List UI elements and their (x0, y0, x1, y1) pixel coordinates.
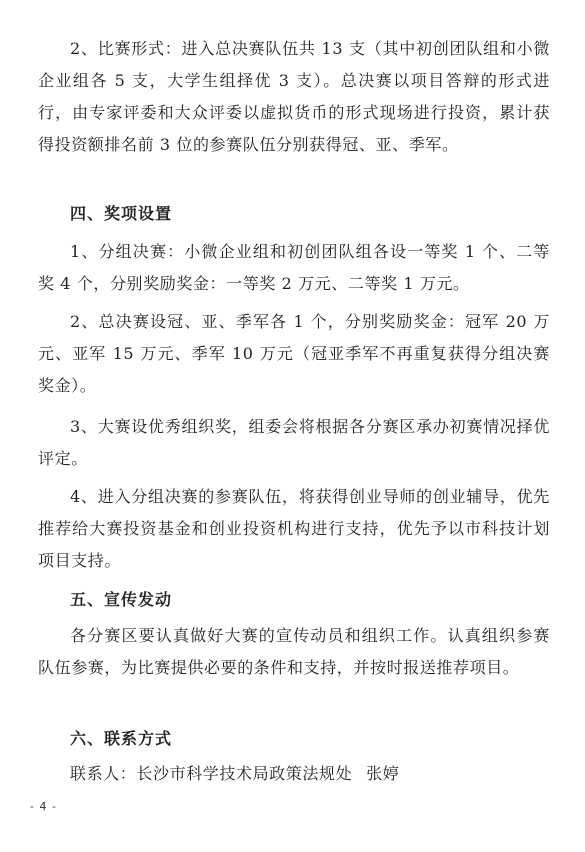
section-six-heading: 六、联系方式 (70, 729, 173, 748)
section-five-heading: 五、宣传发动 (70, 590, 173, 609)
section-four-heading: 四、奖项设置 (70, 204, 173, 223)
contact-label: 联系人：长沙市科学技术局政策法规处 (70, 764, 353, 783)
page-number: - 4 - (30, 800, 57, 813)
award-paragraph-1: 1、分组决赛：小微企业组和初创团队组各设一等奖 1 个、二等奖 4 个，分别奖励奖金：一等奖 2 万元、二等奖 1 万元。 (38, 242, 550, 293)
contact-line (70, 758, 399, 790)
publicity-paragraph: 各分赛区要认真做好大赛的宣传动员和组织工作。认真组织参赛队伍参赛，为比赛提供必要的条件和支持，并按时报送推荐项目。 (38, 626, 550, 677)
award-paragraph-2: 2、总决赛设冠、亚、季军各 1 个，分别奖励奖金：冠军 20 万元、亚军 15 万元、季军 10 万元（冠亚季军不再重复获得分组决赛奖金）。 (38, 312, 550, 395)
contact-name: 张婷 (366, 764, 400, 783)
competition-format-paragraph: 2、比赛形式：进入总决赛队伍共 13 支（其中初创团队组和小微企业组各 5 支，大学生组择优 3 支）。总决赛以项目答辩的形式进行，由专家评委和大众评委以虚拟货币的形式现场进行投资，累计获得投资额排名前 3 位的参赛队伍分别获得冠、亚、季军。 (38, 39, 550, 154)
award-paragraph-4: 4、进入分组决赛的参赛队伍，将获得创业导师的创业辅导，优先推荐给大赛投资基金和创业投资机构进行支持，优先予以市科技计划项目支持。 (38, 487, 550, 570)
award-paragraph-3: 3、大赛设优秀组织奖，组委会将根据各分赛区承办初赛情况择优评定。 (38, 417, 550, 468)
